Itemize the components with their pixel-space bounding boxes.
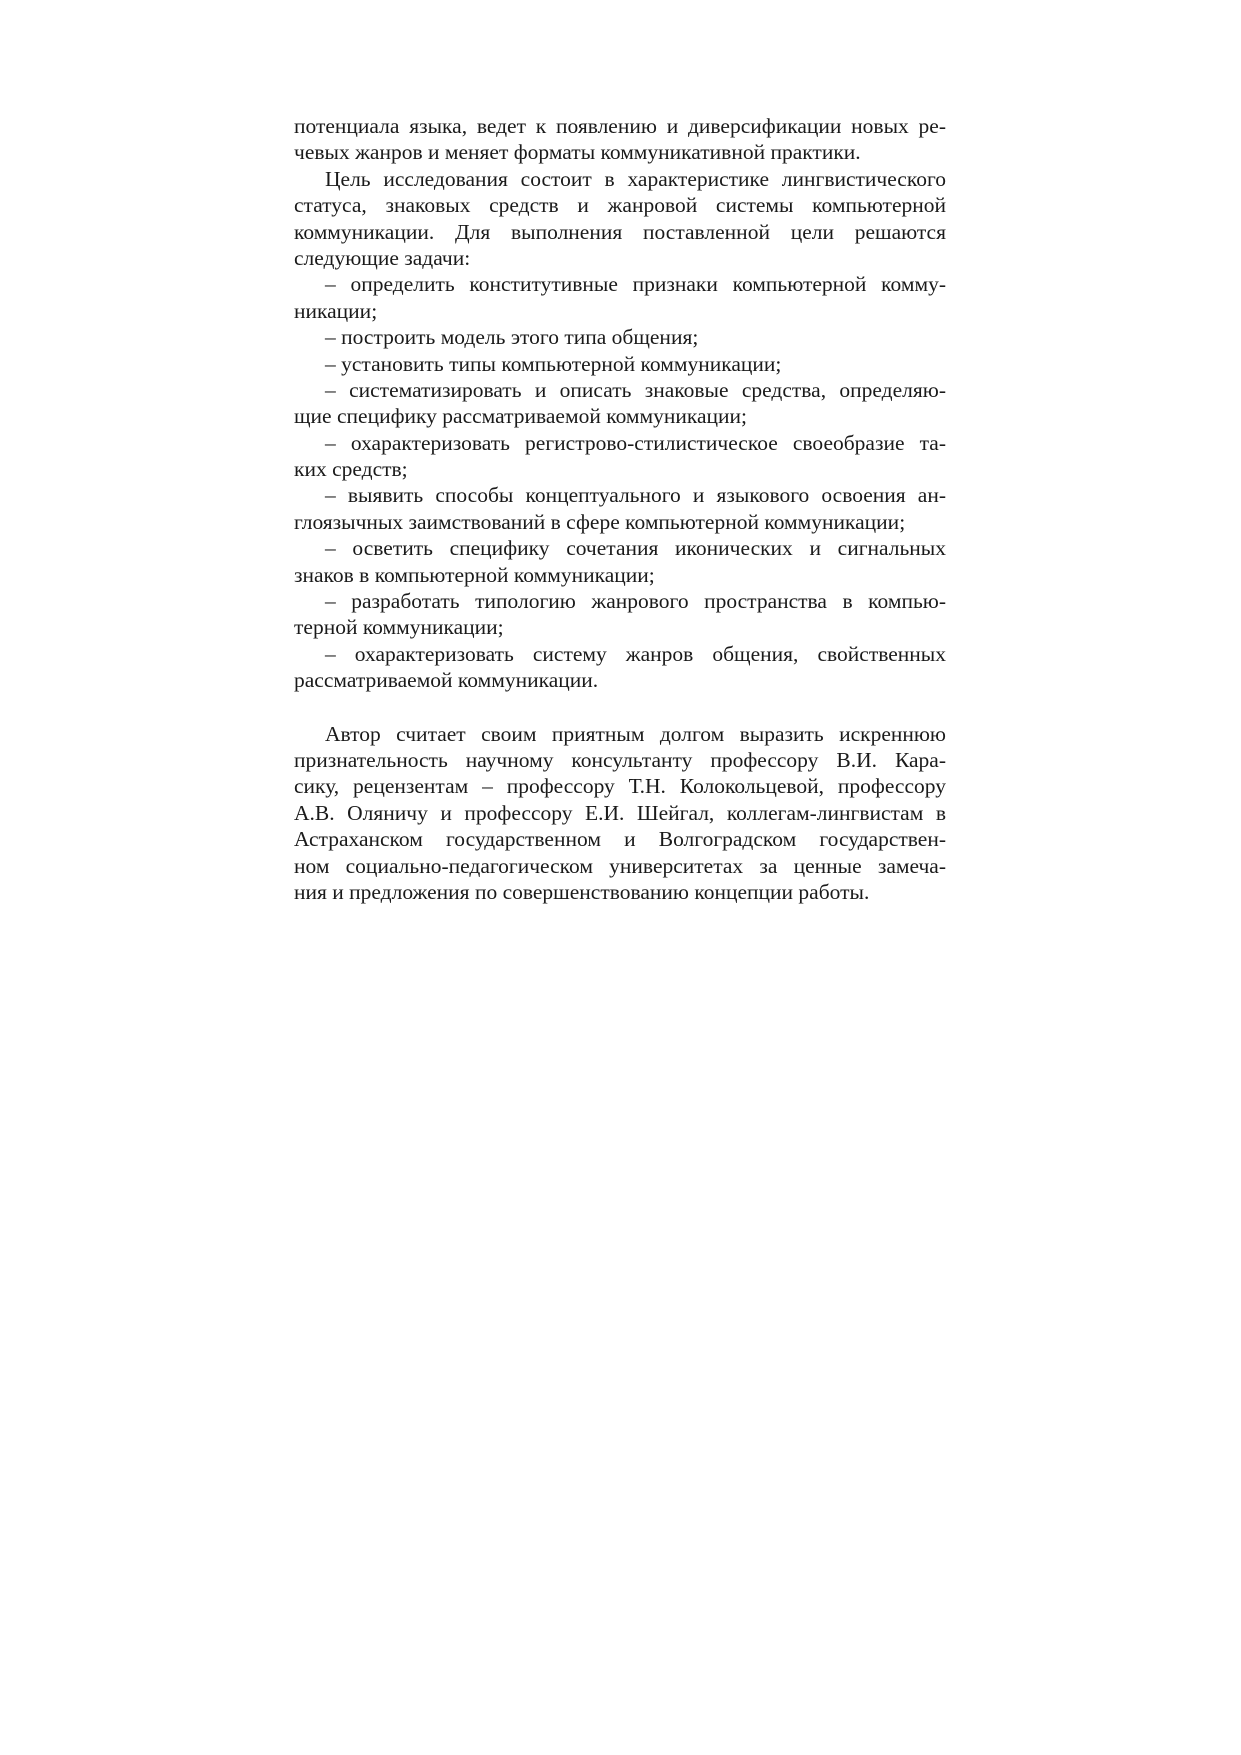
task-item <box>294 588 946 641</box>
text-line: – систематизировать и описать знаковые средства, определяю- <box>325 377 946 402</box>
text-line: признательность научному консультанту профессору В.И. Кара- <box>294 747 946 772</box>
task-item <box>294 430 946 483</box>
text-line: знаков в компьютерной коммуникации; <box>294 562 655 587</box>
page-text <box>294 113 946 905</box>
text-line: никации; <box>294 298 378 323</box>
text-line: – охарактеризовать систему жанров общения, свойственных <box>325 641 946 666</box>
text-line: рассматриваемой коммуникации. <box>294 668 599 693</box>
text-line: Автор считает своим приятным долгом выразить искреннюю <box>325 721 946 746</box>
paragraph-gap <box>294 694 946 721</box>
text-line: чевых жанров и меняет форматы коммуникативной практики. <box>294 140 861 165</box>
text-line: коммуникации. Для выполнения поставленной цели решаются <box>294 219 946 244</box>
text-line: А.В. Оляничу и профессору Е.И. Шейгал, коллегам-лингвистам в <box>294 800 946 825</box>
paragraph-acknowledgement <box>294 721 946 906</box>
text-line: следующие задачи: <box>294 245 471 270</box>
text-line: – охарактеризовать регистрово-стилистическое своеобразие та- <box>325 430 946 455</box>
text-line: статуса, знаковых средств и жанровой системы компьютерной <box>294 193 946 218</box>
task-list <box>294 271 946 693</box>
task-item <box>294 641 946 694</box>
task-item <box>294 482 946 535</box>
paragraph-research-goal <box>294 166 946 272</box>
text-line: – установить типы компьютерной коммуникации; <box>325 351 782 376</box>
text-line: терной коммуникации; <box>294 615 504 640</box>
text-line: ния и предложения по совершенствованию концепции работы. <box>294 879 870 904</box>
text-line: потенциала языка, ведет к появлению и диверсификации новых ре- <box>294 114 946 138</box>
text-line: щие специфику рассматриваемой коммуникации; <box>294 404 748 429</box>
text-line: – построить модель этого типа общения; <box>325 325 699 350</box>
task-item <box>294 535 946 588</box>
text-line: ном социально-педагогическом университетах за ценные замеча- <box>294 853 946 878</box>
text-line: – выявить способы концептуального и языкового освоения ан- <box>325 483 946 508</box>
task-item <box>294 271 946 324</box>
text-line: глоязычных заимствований в сфере компьютерной коммуникации; <box>294 509 906 534</box>
task-item <box>294 351 946 377</box>
text-line: Астраханском государственном и Волгоградском государствен- <box>294 827 946 852</box>
text-line: – определить конститутивные признаки компьютерной комму- <box>325 272 946 297</box>
task-item <box>294 324 946 350</box>
text-line: – осветить специфику сочетания иконических и сигнальных <box>325 536 946 561</box>
text-line: – разработать типологию жанрового пространства в компью- <box>325 589 946 614</box>
text-line: сику, рецензентам – профессору Т.Н. Колокольцевой, профессору <box>294 774 946 799</box>
task-item <box>294 377 946 430</box>
paragraph-intro-continuation <box>294 113 946 166</box>
text-line: Цель исследования состоит в характеристике лингвистического <box>325 166 946 191</box>
text-line: ких средств; <box>294 457 408 482</box>
